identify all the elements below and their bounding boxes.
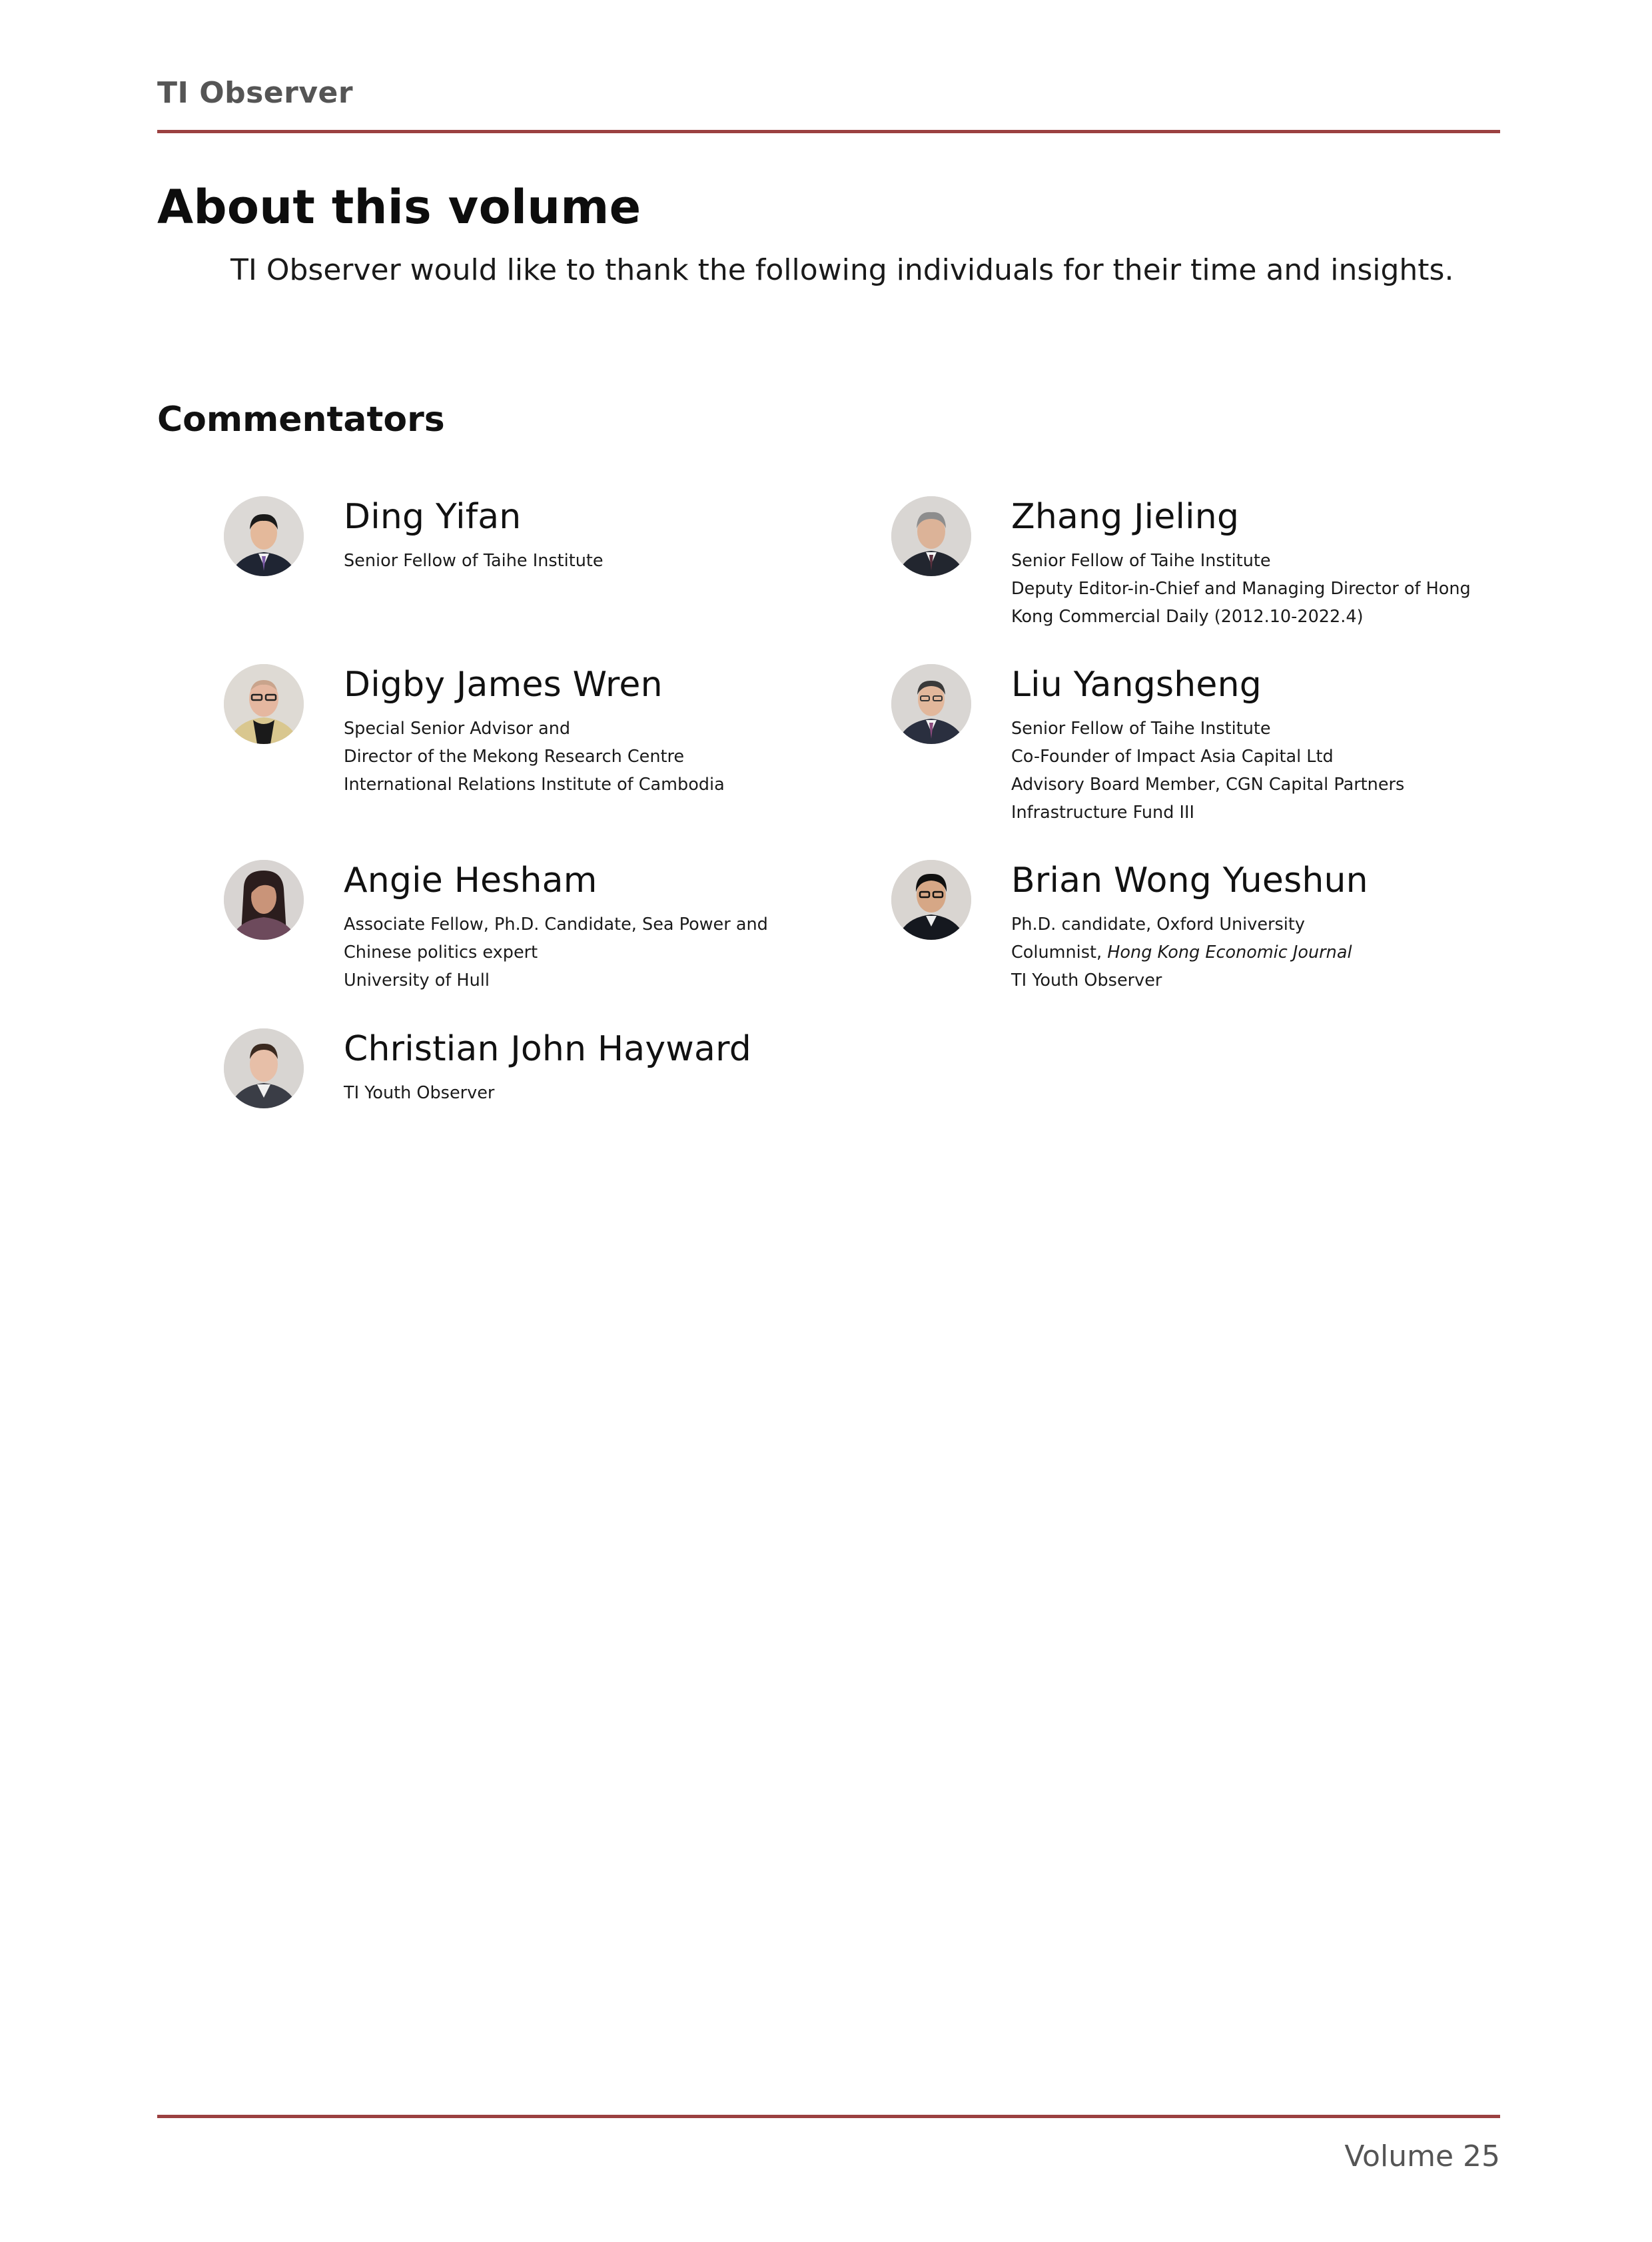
portrait-icon	[891, 860, 971, 940]
portrait-icon	[891, 496, 971, 576]
portrait-icon	[891, 664, 971, 744]
header-publication: TI Observer	[157, 76, 354, 110]
commentator-affiliation: University of Hull	[344, 970, 490, 990]
publication-name: Hong Kong Economic Journal	[1107, 942, 1352, 962]
avatar	[224, 1028, 304, 1108]
commentator-affiliation: Infrastructure Fund III	[1011, 803, 1195, 823]
avatar	[224, 496, 304, 576]
commentator-affiliation: Kong Commercial Daily (2012.10-2022.4)	[1011, 607, 1364, 627]
commentator-affiliation: Senior Fellow of Taihe Institute	[1011, 719, 1271, 739]
commentator-affiliation: Chinese politics expert	[344, 942, 538, 962]
footer-rule	[157, 2115, 1500, 2118]
portrait-icon	[224, 860, 304, 940]
commentator-affiliation: Ph.D. candidate, Oxford University	[1011, 915, 1305, 934]
commentator-affiliation: Deputy Editor-in-Chief and Managing Director of Hong	[1011, 579, 1471, 599]
commentator-name: Liu Yangsheng	[1011, 665, 1262, 705]
page-heading: About this volume	[157, 180, 641, 234]
commentator-name: Brian Wong Yueshun	[1011, 861, 1368, 901]
commentator-affiliation: Director of the Mekong Research Centre	[344, 747, 685, 767]
portrait-icon	[224, 664, 304, 744]
commentator-name: Ding Yifan	[344, 497, 522, 537]
commentator-affiliation: Senior Fellow of Taihe Institute	[344, 551, 604, 571]
columnist-label: Columnist,	[1011, 942, 1102, 962]
commentator-name: Angie Hesham	[344, 861, 598, 901]
portrait-icon	[224, 496, 304, 576]
footer-volume: Volume 25	[1344, 2139, 1500, 2173]
avatar	[891, 496, 971, 576]
commentator-name: Digby James Wren	[344, 665, 663, 705]
avatar	[224, 860, 304, 940]
commentator-affiliation: International Relations Institute of Cambodia	[344, 775, 725, 795]
commentator-affiliation: Associate Fellow, Ph.D. Candidate, Sea Power and	[344, 915, 768, 934]
commentator-affiliation: Advisory Board Member, CGN Capital Partners	[1011, 775, 1405, 795]
avatar	[224, 664, 304, 744]
header-rule	[157, 130, 1500, 133]
commentator-affiliation: TI Youth Observer	[1011, 970, 1162, 990]
intro-text: TI Observer would like to thank the following individuals for their time and insights.	[230, 253, 1454, 287]
commentator-affiliation: Senior Fellow of Taihe Institute	[1011, 551, 1271, 571]
commentator-affiliation: TI Youth Observer	[344, 1083, 495, 1103]
avatar	[891, 860, 971, 940]
commentator-affiliation: Co-Founder of Impact Asia Capital Ltd	[1011, 747, 1334, 767]
commentator-affiliation: Special Senior Advisor and	[344, 719, 571, 739]
avatar	[891, 664, 971, 744]
commentator-affiliation	[1011, 938, 1544, 966]
commentator-name: Zhang Jieling	[1011, 497, 1240, 537]
commentator-name: Christian John Hayward	[344, 1029, 751, 1069]
portrait-icon	[224, 1028, 304, 1108]
section-title: Commentators	[157, 400, 445, 440]
